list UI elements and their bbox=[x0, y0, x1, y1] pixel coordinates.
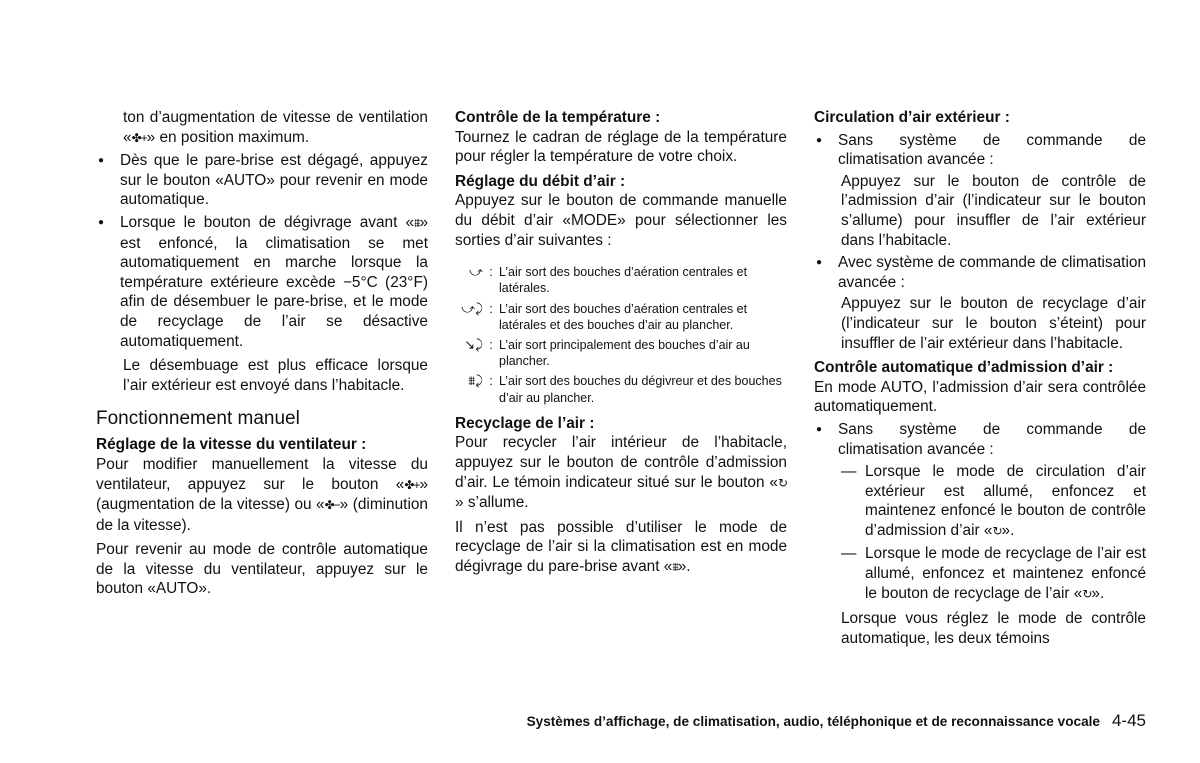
heading-temperature: Contrôle de la température : bbox=[455, 109, 661, 126]
bullet-without-advanced: ● Sans système de commande de climatisation avancée : bbox=[814, 131, 1146, 170]
vent-foot-icon: ↘⤸ bbox=[464, 336, 483, 352]
recirc-paragraph-2: Il n’est pas possible d’utiliser le mode de recyclage de l’air si la climatisation est en mode dégivrage du pare-brise avant «⩩». bbox=[455, 518, 787, 578]
column-left bbox=[96, 108, 428, 599]
dash-item-recirc: — Lorsque le mode de recyclage de l’air est allumé, enfoncez et maintenez enfoncé le bouton de recyclage de l’air «↻». bbox=[814, 544, 1146, 604]
recirculation-icon: ↻ bbox=[777, 475, 787, 490]
vent-face-icon: ⤻ bbox=[469, 264, 483, 280]
mode-item: ↘⤸ : L’air sort principalement des bouches d’air au plancher. bbox=[455, 337, 787, 369]
heading-recirculation: Recyclage de l’air : bbox=[455, 414, 595, 432]
outside-air-paragraph-2: Appuyez sur le bouton de recyclage d’air (l’indicateur sur le bouton s’éteint) pour insuffler de l’air extérieur dans l’habitacle. bbox=[841, 295, 1146, 352]
fan-plus-icon: ✤+ bbox=[131, 130, 147, 145]
auto-tail-paragraph: Lorsque vous réglez le mode de contrôle automatique, les deux témoins bbox=[841, 610, 1146, 647]
heading-air-flow: Réglage du débit d’air : bbox=[455, 172, 626, 190]
heading-fan-speed: Réglage de la vitesse du ventilateur : bbox=[96, 436, 367, 454]
fan-minus-icon: ✤− bbox=[324, 498, 340, 513]
air-flow-paragraph: Appuyez sur le bouton de commande manuelle du débit d’air «MODE» pour sélectionner les sorties d’air suivantes : bbox=[455, 192, 787, 249]
bullet-auto-return: ● Dès que le pare-brise est dégagé, appuyez sur le bouton «AUTO» pour revenir en mode automatique. bbox=[96, 151, 428, 210]
mode-item: ⩩⤸ : L’air sort des bouches du dégivreur et des bouches d’air au plancher. bbox=[455, 373, 787, 405]
heading-outside-air: Circulation d’air extérieur : bbox=[814, 109, 1010, 126]
outside-air-paragraph-1: Appuyez sur le bouton de contrôle de l’admission d’air (l’indicateur sur le bouton s’allume) pour insuffler de l’air extérieur dans l’habitacle. bbox=[841, 172, 1146, 249]
vent-defrost-foot-icon: ⩩⤸ bbox=[468, 373, 483, 389]
defrost-icon: ⩩ bbox=[414, 215, 420, 230]
page-number: 4-45 bbox=[1111, 711, 1146, 730]
column-middle bbox=[455, 108, 787, 578]
mode-list bbox=[455, 264, 787, 406]
temperature-paragraph: Tournez le cadran de réglage de la température pour régler la température de votre choix. bbox=[455, 128, 787, 166]
fan-plus-icon: ✤+ bbox=[404, 477, 420, 492]
fan-paragraph-2: Pour revenir au mode de contrôle automatique de la vitesse du ventilateur, appuyez sur le bouton «AUTO». bbox=[96, 541, 428, 598]
mode-item: ⤻ : L’air sort des bouches d’aération centrales et latérales. bbox=[455, 264, 787, 296]
fan-paragraph-1: Pour modifier manuellement la vitesse du ventilateur, appuyez sur le bouton «✤+» (augmentation de la vitesse) ou «✤−» (diminution de la vitesse). bbox=[96, 455, 428, 534]
bullet-with-advanced: ● Avec système de commande de climatisation avancée : bbox=[814, 253, 1146, 292]
recirc-paragraph-1: Pour recycler l’air intérieur de l’habitacle, appuyez sur le bouton de contrôle d’admission d’air. Le témoin indicateur situé sur le bouton «↻» s’allume. bbox=[455, 434, 787, 512]
footer-text: Systèmes d’affichage, de climatisation, audio, téléphonique et de reconnaissance vocale bbox=[526, 714, 1100, 729]
defrost-note: Le désembuage est plus efficace lorsque l’air extérieur est envoyé dans l’habitacle. bbox=[123, 357, 428, 394]
recirculation-icon: ↻ bbox=[1082, 586, 1092, 601]
defrost-icon: ⩩ bbox=[672, 559, 678, 574]
mode-item: ⤻⤸ : L’air sort des bouches d’aération centrales et latérales et des bouches d’air au plancher. bbox=[455, 301, 787, 333]
vent-bilevel-icon: ⤻⤸ bbox=[461, 300, 483, 316]
page-footer bbox=[527, 711, 1146, 731]
recirculation-icon: ↻ bbox=[992, 523, 1002, 538]
bullet-defrost: ● Lorsque le bouton de dégivrage avant «⩩» est enfoncé, la climatisation se met automatiquement en marche lorsque la température extérieure excède −5°C (23°F) afin de désembuer le pare-brise, et le mode de recyclage de l’air se désactive automatiquement. bbox=[96, 213, 428, 351]
column-right bbox=[814, 108, 1146, 648]
bullet-without-advanced: ● Sans système de commande de climatisation avancée : bbox=[814, 420, 1146, 459]
dash-item-outside: — Lorsque le mode de circulation d’air extérieur est allumé, enfoncez et maintenez enfoncé le bouton de contrôle d’admission d’air «↻». bbox=[814, 462, 1146, 541]
section-title: Fonctionnement manuel bbox=[96, 408, 300, 430]
auto-intake-paragraph: En mode AUTO, l’admission d’air sera contrôlée automatiquement. bbox=[814, 378, 1146, 416]
heading-auto-intake: Contrôle automatique d’admission d’air : bbox=[814, 359, 1114, 377]
continuation-paragraph: ton d’augmentation de vitesse de ventilation «✤+» en position maximum. bbox=[96, 108, 428, 148]
